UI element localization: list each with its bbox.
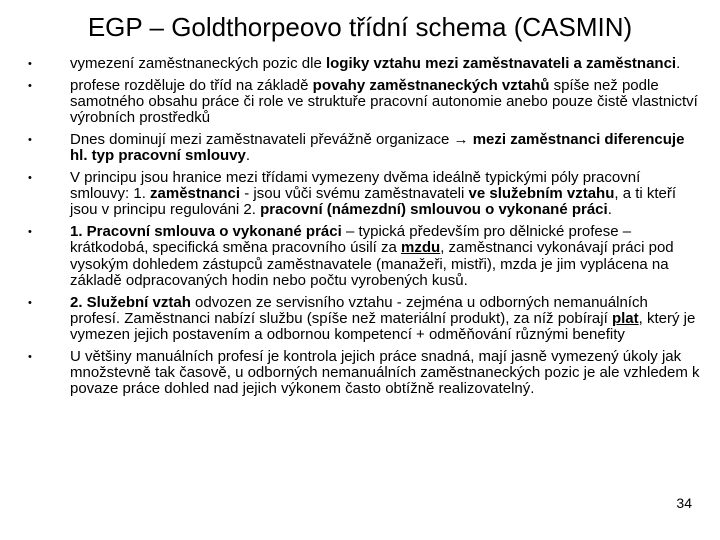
page-number: 34 bbox=[676, 495, 692, 511]
bullet-text: . bbox=[676, 55, 681, 72]
bullet-text: , zaměstnanci vykonávají práci pod vysokým dohledem zástupců zaměstnavatele (manažeři, mistři), mzda je jim vyplácena na základě odpracovaných hodin nebo počtu vyrobených kusů. bbox=[70, 239, 674, 289]
bold-text: logiky vztahu mezi zaměstnavateli a zaměstnanci bbox=[325, 55, 677, 72]
bullet-marker: • bbox=[28, 79, 32, 92]
bullet-text: spíše než podle samotného obsahu práce či role ve struktuře pracovní autonomie anebo pouze čistě vlastnictví výrobních prostředků bbox=[70, 76, 698, 127]
bold-text: zaměstnanci bbox=[150, 185, 241, 203]
bullet-item bbox=[28, 170, 700, 219]
bullet-item bbox=[28, 56, 700, 72]
bold-text: plat bbox=[611, 309, 639, 327]
bullet-marker: • bbox=[28, 350, 32, 363]
bullet-text: Dnes dominují mezi zaměstnavateli převážně organizace bbox=[70, 131, 454, 148]
bold-text: ve služebním vztahu bbox=[468, 185, 615, 203]
bold-text: mzdu bbox=[401, 239, 441, 257]
bullet-text: – typická především pro dělnické profese –krátkodobá, specifická směna pracovního úsilí za bbox=[70, 223, 632, 257]
bullet-text: . bbox=[245, 147, 251, 165]
bold-text: 2. Služební vztah bbox=[70, 293, 191, 311]
bullet-marker: • bbox=[28, 58, 32, 70]
bold-text: 1. Pracovní smlouva o vykonané práci bbox=[70, 223, 342, 241]
bold-text: pracovní (námezdní) smlouvou o vykonané práci bbox=[260, 201, 608, 219]
bullet-item bbox=[28, 295, 700, 344]
bullet-item bbox=[28, 349, 700, 398]
bullet-marker: • bbox=[28, 226, 32, 239]
bold-text: povahy zaměstnaneckých vztahů bbox=[312, 76, 550, 94]
bullet-text: profese rozděluje do tříd na základě bbox=[70, 76, 313, 94]
bullet-text: V principu jsou hranice mezi třídami vymezeny dvěma ideálně typickými póly pracovní smlouvy: 1. bbox=[70, 169, 641, 203]
bullet-marker: • bbox=[28, 134, 32, 146]
bullet-text: , který je vymezen jejich postavením a odbornou kompetencí + odměňování různými benefity bbox=[70, 309, 696, 344]
bold-text: → mezi zaměstnanci diferencuje hl. typ pracovní smlouvy bbox=[70, 131, 685, 165]
bullet-text: U většiny manuálních profesí je kontrola jejich práce snadná, mají jasně vymezený úkoly jak množstevně tak časově, u odborných nemanuálních zaměstnaneckých pozic je ale vzhledem k povaze práce dohled nad jejich výkonem často obtížně realizovatelný. bbox=[70, 347, 700, 398]
bullet-text: . bbox=[607, 201, 612, 219]
bullet-marker: • bbox=[28, 296, 32, 309]
bullet-text: vymezení zaměstnaneckých pozic dle bbox=[70, 55, 326, 72]
bullet-item bbox=[28, 224, 700, 289]
bullet-text: , a ti kteří jsou v principu regulováni 2. bbox=[70, 185, 677, 219]
bullet-item bbox=[28, 132, 700, 164]
bullet-text: - jsou vůči svému zaměstnavateli bbox=[240, 185, 469, 203]
bullet-item bbox=[28, 78, 700, 127]
slide-title: EGP – Goldthorpeovo třídní schema (CASMIN) bbox=[87, 12, 633, 42]
bullet-list bbox=[28, 56, 700, 403]
bullet-marker: • bbox=[28, 172, 32, 184]
bullet-text: odvozen ze servisního vztahu - zejména u odborných nemanuálních profesí. Zaměstnanci nabízí službu (spíše než materiální produkt), za níž pobírají bbox=[70, 293, 648, 327]
